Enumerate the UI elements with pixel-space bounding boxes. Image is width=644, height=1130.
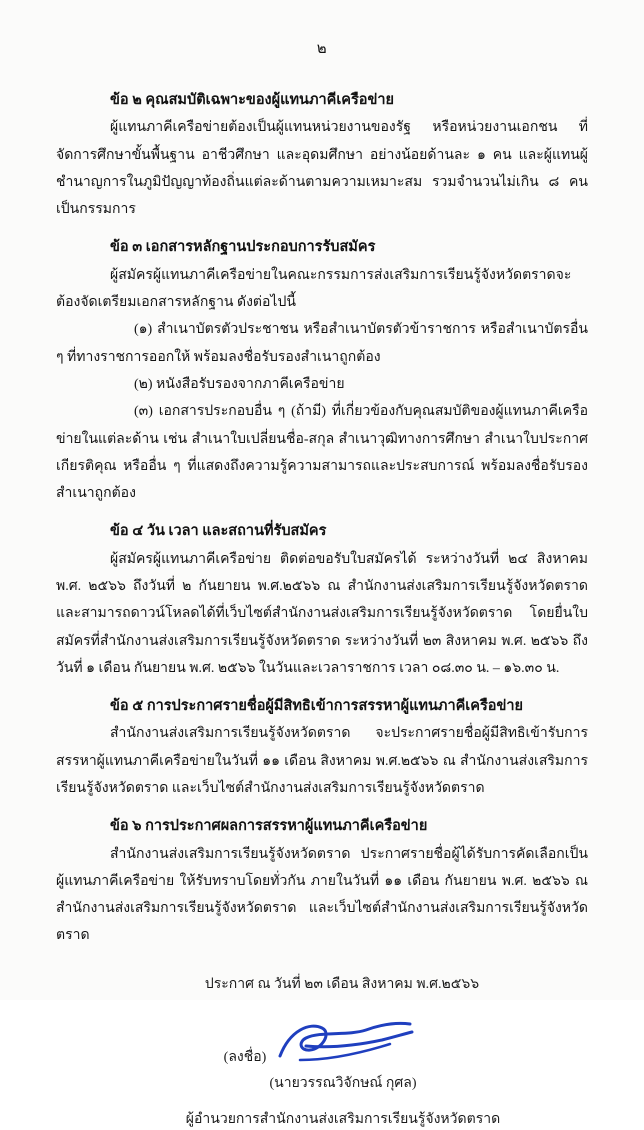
section-6 [56, 812, 588, 949]
section-5-heading: ข้อ ๕ การประกาศรายชื่อผู้มีสิทธิเข้าการสรรหาผู้แทนภาคีเครือข่าย [110, 698, 524, 715]
section-6-heading: ข้อ ๖ การประกาศผลการสรรหาผู้แทนภาคีเครือข่าย [110, 818, 428, 835]
announcement-date-line: ประกาศ ณ วันที่ ๒๓ เดือน สิงหาคม พ.ศ.๒๕๖๖ [204, 976, 480, 992]
section-3-paragraph-1: ผู้สมัครผู้แทนภาคีเครือข่ายในคณะกรรมการส่งเสริมการเรียนรู้จังหวัดตราดจะต้องจัดเตรียมเอกสารหลักฐาน ดังต่อไปนี้ [56, 267, 572, 311]
section-3-item-2: (๒) หนังสือรับรองจากภาคีเครือข่าย [134, 376, 345, 392]
section-2 [56, 86, 588, 223]
section-4-paragraph-1: ผู้สมัครผู้แทนภาคีเครือข่าย ติดต่อขอรับใบสมัครได้ ระหว่างวันที่ ๒๔ สิงหาคม พ.ศ. ๒๕๖๖ ถึงวันที่ ๒ กันยายน พ.ศ.๒๕๖๖ ณ สำนักงานส่งเสริมการเรียนรู้จังหวัดตราด และสามารถดาวน์โหลดได้ที่เว็บไซต์สำนักงานส่งเสริมการเรียนรู้จังหวัดตราด โดยยื่นใบสมัครที่สำนักงานส่งเสริมการเรียนรู้จังหวัดตราด ระหว่างวันที่ ๒๓ สิงหาคม พ.ศ. ๒๕๖๖ ถึงวันที่ ๑ เดือน กันยายน พ.ศ. ๒๕๖๖ ในวันและเวลาราชการ เวลา ๐๘.๓๐ น. – ๑๖.๓๐ น. [56, 551, 588, 676]
signatory-title: ผู้อำนวยการสำนักงานส่งเสริมการเรียนรู้จังหวัดตราด [185, 1112, 501, 1128]
signatory-name: (นายวรรณวิจักษณ์ กุศล) [269, 1076, 417, 1092]
section-5-paragraph-1: สำนักงานส่งเสริมการเรียนรู้จังหวัดตราด จะประกาศรายชื่อผู้มีสิทธิเข้ารับการสรรหาผู้แทนภาคีเครือข่ายในวันที่ ๑๑ เดือน สิงหาคม พ.ศ.๒๕๖๖ ณ สำนักงานส่งเสริมการเรียนรู้จังหวัดตราด และเว็บไซต์สำนักงานส่งเสริมการเรียนรู้จังหวัดตราด [56, 726, 588, 796]
section-3 [56, 233, 588, 507]
section-4 [56, 517, 588, 682]
sign-label: (ลงชื่อ) [223, 1050, 267, 1066]
page-number: ๒ [316, 41, 328, 57]
section-3-item-3: (๓) เอกสารประกอบอื่น ๆ (ถ้ามี) ที่เกี่ยวข้องกับคุณสมบัติของผู้แทนภาคีเครือข่ายในแต่ละด้าน เช่น สำเนาใบเปลี่ยนชื่อ-สกุล สำเนาวุฒิทางการศึกษา สำเนาใบประกาศเกียรติคุณ หรืออื่น ๆ ที่แสดงถึงความรู้ความสามารถและประสบการณ์ พร้อมลงชื่อรับรองสำเนาถูกต้อง [56, 404, 588, 502]
section-2-heading: ข้อ ๒ คุณสมบัติเฉพาะของผู้แทนภาคีเครือข่าย [110, 92, 395, 108]
handwritten-signature [270, 1016, 420, 1070]
section-5 [56, 692, 588, 802]
signature-block [56, 972, 588, 1130]
section-3-item-1: (๑) สำเนาบัตรตัวประชาชน หรือสำเนาบัตรตัวข้าราชการ หรือสำเนาบัตรอื่น ๆ ที่ทางราชการออกให้ พร้อมลงชื่อรับรองสำเนาถูกต้อง [56, 322, 588, 365]
section-6-paragraph-1: สำนักงานส่งเสริมการเรียนรู้จังหวัดตราด ประกาศรายชื่อผู้ได้รับการคัดเลือกเป็นผู้แทนภาคีเครือข่าย ให้รับทราบโดยทั่วกัน ภายในวันที่ ๑๑ เดือน กันยายน พ.ศ. ๒๕๖๖ ณ สำนักงานส่งเสริมการเรียนรู้จังหวัดตราด และเว็บไซต์สำนักงานส่งเสริมการเรียนรู้จังหวัดตราด [56, 846, 588, 944]
section-2-paragraph-1: ผู้แทนภาคีเครือข่ายต้องเป็นผู้แทนหน่วยงานของรัฐ หรือหน่วยงานเอกชน ที่จัดการศึกษาขั้นพื้นฐาน อาชีวศึกษา และอุดมศึกษา อย่างน้อยด้านละ ๑ คน และผู้แทนผู้ชำนาญการในภูมิปัญญาท้องถิ่นแต่ละด้านตามความเหมาะสม รวมจำนวนไม่เกิน ๘ คน เป็นกรรมการ [56, 120, 588, 218]
signature-row [56, 1014, 588, 1070]
section-3-heading: ข้อ ๓ เอกสารหลักฐานประกอบการรับสมัคร [110, 239, 376, 256]
section-4-heading: ข้อ ๔ วัน เวลา และสถานที่รับสมัคร [110, 523, 327, 540]
